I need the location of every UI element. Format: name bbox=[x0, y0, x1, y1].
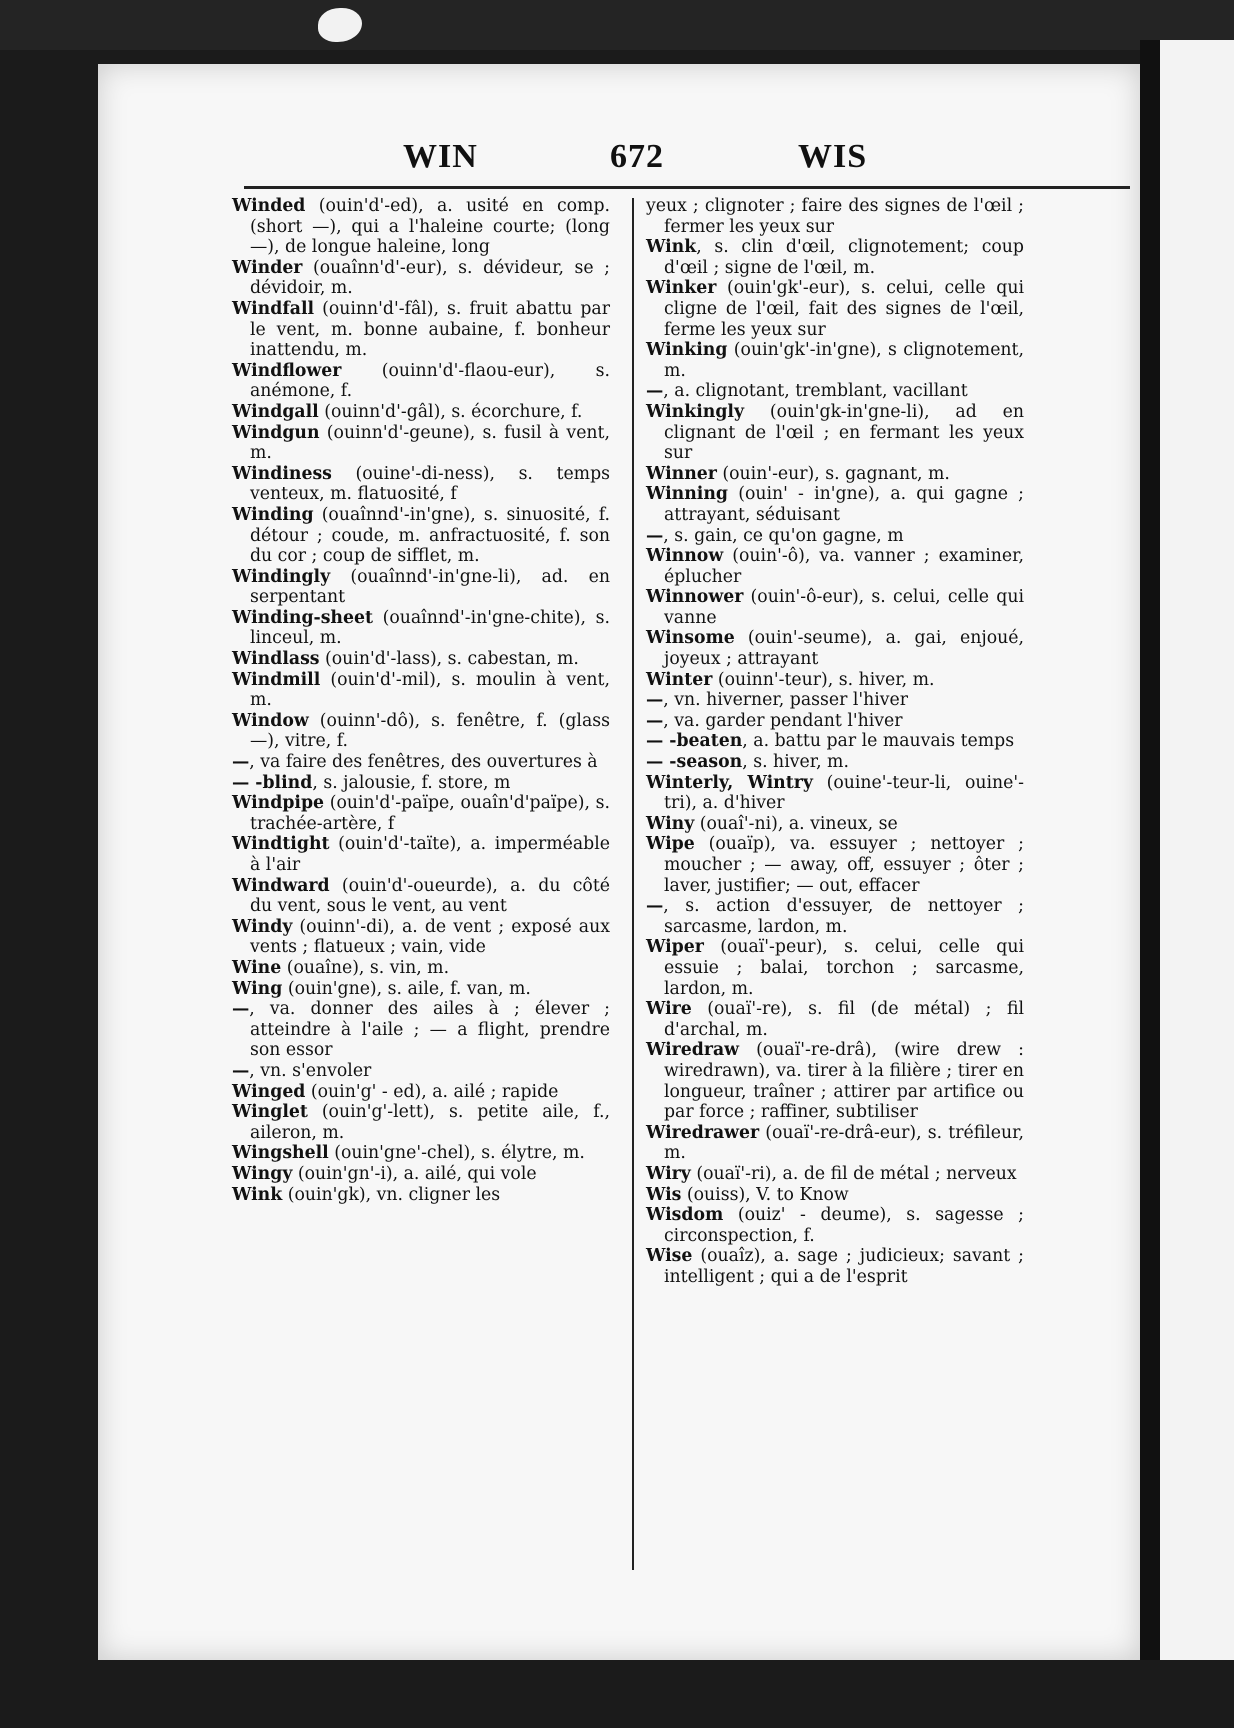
entry-definition: (ouin'-seume), a. gai, enjoué, joyeux ; attrayant bbox=[664, 628, 1024, 670]
dictionary-entry bbox=[232, 1082, 610, 1103]
dictionary-entry bbox=[646, 484, 1024, 525]
entry-headword: Windingly bbox=[232, 566, 331, 587]
entry-headword: — -season bbox=[646, 752, 743, 773]
dictionary-entry bbox=[232, 958, 610, 979]
dictionary-entry bbox=[646, 1040, 1024, 1122]
entry-definition: (ouin'gk'-eur), s. celui, celle qui cligne de l'œil, fait des signes de l'œil, ferme les yeux sur bbox=[664, 278, 1024, 340]
entry-definition: (ouin'd'-lass), s. cabestan, m. bbox=[319, 649, 579, 670]
entry-headword: Windlass bbox=[232, 649, 320, 670]
header-first-word: WIN bbox=[403, 138, 478, 175]
dictionary-entry bbox=[646, 731, 1024, 752]
page-number: 672 bbox=[610, 138, 664, 175]
dictionary-entry bbox=[232, 670, 610, 711]
entry-headword: — bbox=[646, 690, 664, 711]
entry-headword: — bbox=[232, 752, 250, 773]
entry-definition: (ouin'-ô-eur), s. celui, celle qui vanne bbox=[664, 587, 1024, 628]
dictionary-entry bbox=[646, 237, 1024, 278]
entry-headword: Windtight bbox=[232, 834, 330, 855]
entry-definition: , vn. s'envoler bbox=[249, 1060, 372, 1081]
dictionary-entry bbox=[646, 999, 1024, 1040]
entry-definition: , s. gain, ce qu'on gagne, m bbox=[663, 525, 904, 546]
entry-headword: Winking bbox=[646, 340, 728, 361]
entry-headword: Winner bbox=[646, 463, 717, 484]
entry-definition: (ouine'-di-ness), s. temps venteux, m. flatuosité, f bbox=[250, 463, 610, 505]
dictionary-entry bbox=[232, 567, 610, 608]
dictionary-entry bbox=[646, 340, 1024, 381]
dictionary-entry bbox=[646, 546, 1024, 587]
entry-definition: , va. garder pendant l'hiver bbox=[663, 710, 903, 731]
dictionary-entry bbox=[646, 711, 1024, 732]
entry-definition: (ouinn'-teur), s. hiver, m. bbox=[712, 669, 935, 690]
entry-definition: (ouaînnd'-in'gne-chite), s. linceul, m. bbox=[250, 607, 610, 649]
dictionary-entry bbox=[232, 402, 610, 423]
entry-headword: Window bbox=[232, 710, 309, 731]
entry-definition: (ouine'-teur-li, ouine'-tri), a. d'hiver bbox=[664, 772, 1024, 814]
entry-definition: (ouin'd'-ed), a. usité en comp. (short —), qui a l'haleine courte; (long —), de longue haleine, long bbox=[250, 196, 610, 258]
page-gutter bbox=[1140, 40, 1162, 1660]
entry-headword: Wis bbox=[646, 1184, 682, 1205]
entry-headword: — bbox=[646, 896, 664, 917]
dictionary-entry bbox=[646, 690, 1024, 711]
entry-headword: — bbox=[646, 381, 664, 402]
dictionary-entry bbox=[232, 793, 610, 834]
dictionary-entry bbox=[232, 464, 610, 505]
dictionary-entry bbox=[232, 979, 610, 1000]
entry-headword: Windiness bbox=[232, 463, 332, 484]
entry-headword: Wink bbox=[232, 1184, 283, 1205]
entry-headword: Wise bbox=[646, 1246, 693, 1267]
dictionary-entry bbox=[646, 587, 1024, 628]
scan-top-edge bbox=[0, 0, 1234, 50]
entry-definition: (ouaï'-peur), s. celui, celle qui essuie ; balai, torchon ; sarcasme, lardon, m. bbox=[664, 937, 1024, 999]
entry-headword: Winter bbox=[646, 669, 713, 690]
dictionary-entry bbox=[646, 896, 1024, 937]
entry-headword: Winy bbox=[646, 813, 695, 834]
header-rule bbox=[244, 186, 1130, 189]
entry-definition: , vn. hiverner, passer l'hiver bbox=[663, 690, 909, 711]
entry-definition: (ouaïp), va. essuyer ; nettoyer ; moucher ; — away, off, essuyer ; ôter ; laver, justifier; — out, effacer bbox=[664, 834, 1024, 896]
facing-page-edge bbox=[1160, 40, 1234, 1660]
entry-definition: (ouin'd'-mil), s. moulin à vent, m. bbox=[250, 669, 610, 711]
entry-definition: yeux ; clignoter ; faire des signes de l'œil ; fermer les yeux sur bbox=[646, 196, 1024, 237]
dictionary-entry bbox=[232, 608, 610, 649]
entry-headword: Wiry bbox=[646, 1163, 691, 1184]
dictionary-entry bbox=[646, 752, 1024, 773]
entry-definition: (ouinn'd'-geune), s. fusil à vent, m. bbox=[250, 422, 610, 464]
dictionary-entry bbox=[232, 1185, 610, 1206]
entry-headword: — -beaten bbox=[646, 731, 743, 752]
entry-headword: Windpipe bbox=[232, 793, 325, 814]
dictionary-entry bbox=[646, 1123, 1024, 1164]
entry-headword: Wipe bbox=[646, 834, 695, 855]
entry-definition: , a. clignotant, tremblant, vacillant bbox=[663, 381, 968, 402]
entry-definition: (ouaînn'd'-eur), s. dévideur, se ; dévidoir, m. bbox=[250, 257, 610, 299]
entry-headword: Windgun bbox=[232, 422, 320, 443]
entry-definition: (ouaî'-ni), a. vineux, se bbox=[694, 813, 898, 834]
entry-definition: (ouaï'-re-drâ), (wire drew : wiredrawn), va. tirer à la filière ; tirer en longueur, traîner ; attirer par artifice ou par force ; raffiner, subtiliser bbox=[664, 1040, 1024, 1123]
dictionary-entry bbox=[232, 752, 610, 773]
dictionary-entry bbox=[232, 1143, 610, 1164]
entry-definition: (ouiz' - deume), s. sagesse ; circonspection, f. bbox=[664, 1205, 1024, 1246]
entry-headword: Winded bbox=[232, 196, 306, 216]
entry-headword: Windmill bbox=[232, 669, 321, 690]
entry-headword: Wiredrawer bbox=[646, 1122, 760, 1143]
entry-headword: Winged bbox=[232, 1081, 306, 1102]
entry-headword: Winkingly bbox=[646, 401, 745, 422]
entry-definition: (ouinn'-dô), s. fenêtre, f. (glass —), vitre, f. bbox=[250, 710, 610, 752]
entry-definition: (ouin'gne), s. aile, f. van, m. bbox=[282, 978, 531, 999]
entry-definition: (ouin'd'-taïte), a. imperméable à l'air bbox=[250, 834, 610, 875]
dictionary-entry bbox=[232, 917, 610, 958]
entry-definition: (ouaîne), s. vin, m. bbox=[281, 957, 450, 978]
dictionary-entry bbox=[646, 834, 1024, 896]
dictionary-entry bbox=[646, 402, 1024, 464]
dictionary-entry bbox=[232, 258, 610, 299]
entry-headword: Winterly, Wintry bbox=[646, 772, 813, 793]
entry-definition: (ouaï'-re), s. fil (de métal) ; fil d'archal, m. bbox=[664, 999, 1024, 1040]
dictionary-entry bbox=[646, 526, 1024, 547]
dictionary-entry bbox=[232, 711, 610, 752]
dictionary-page bbox=[98, 64, 1140, 1660]
dictionary-entry bbox=[232, 1164, 610, 1185]
dictionary-entry bbox=[646, 278, 1024, 340]
entry-definition: , s. action d'essuyer, de nettoyer ; sarcasme, lardon, m. bbox=[663, 896, 1024, 937]
entry-headword: Windflower bbox=[232, 360, 342, 381]
entry-definition: (ouin'g'-lett), s. petite aile, f., aileron, m. bbox=[250, 1102, 610, 1143]
dictionary-entry bbox=[232, 649, 610, 670]
entry-definition: (ouaînnd'-in'gne-li), ad. en serpentant bbox=[250, 566, 610, 608]
dictionary-entry bbox=[646, 1246, 1024, 1287]
entry-headword: Windy bbox=[232, 916, 293, 937]
entry-definition: , a. battu par le mauvais temps bbox=[742, 731, 1015, 752]
dictionary-entry bbox=[646, 196, 1024, 237]
entry-definition: (ouin'gne'-chel), s. élytre, m. bbox=[328, 1143, 585, 1164]
entry-definition: (ouin'gk'-in'gne), s clignotement, m. bbox=[664, 340, 1024, 381]
entry-definition: (ouaï'-ri), a. de fil de métal ; nerveux bbox=[690, 1163, 1017, 1184]
entry-definition: (ouinn'd'-fâl), s. fruit abattu par le vent, m. bonne aubaine, f. bonheur inattendu, m. bbox=[250, 298, 610, 361]
header-last-word: WIS bbox=[798, 138, 868, 175]
entry-headword: — bbox=[232, 1060, 250, 1081]
entry-headword: Wiredraw bbox=[646, 1040, 740, 1061]
entry-definition: (ouin'-ô), va. vanner ; examiner, éplucher bbox=[664, 546, 1024, 587]
dictionary-entry bbox=[232, 299, 610, 361]
dictionary-entry bbox=[646, 1205, 1024, 1246]
dictionary-entry bbox=[232, 876, 610, 917]
entry-headword: Winder bbox=[232, 257, 303, 278]
left-column bbox=[232, 196, 610, 1205]
dictionary-entry bbox=[232, 423, 610, 464]
entry-definition: (ouaï'-re-drâ-eur), s. tréfileur, m. bbox=[664, 1122, 1024, 1164]
entry-headword: Wisdom bbox=[646, 1205, 724, 1226]
entry-definition: , s. jalousie, f. store, m bbox=[312, 772, 511, 793]
entry-definition: , s. hiver, m. bbox=[742, 752, 849, 773]
dictionary-entry bbox=[646, 1164, 1024, 1185]
entry-definition: (ouin' - in'gne), a. qui gagne ; attrayant, séduisant bbox=[664, 484, 1024, 525]
entry-headword: — bbox=[646, 710, 664, 731]
dictionary-entry bbox=[646, 670, 1024, 691]
dictionary-entry bbox=[232, 361, 610, 402]
dictionary-entry bbox=[646, 464, 1024, 485]
entry-headword: Wine bbox=[232, 957, 282, 978]
entry-headword: Winnower bbox=[646, 587, 744, 608]
running-header bbox=[98, 138, 1140, 188]
entry-headword: Wingshell bbox=[232, 1143, 329, 1164]
entry-headword: — bbox=[646, 525, 664, 546]
entry-headword: Winnow bbox=[646, 546, 724, 567]
entry-headword: Windgall bbox=[232, 401, 319, 422]
entry-headword: Windward bbox=[232, 875, 330, 896]
entry-headword: Wire bbox=[646, 999, 692, 1020]
dictionary-entry bbox=[232, 505, 610, 567]
entry-definition: (ouin'd'-païpe, ouaîn'd'païpe), s. trachée-artère, f bbox=[250, 793, 610, 834]
entry-definition: (ouin'-eur), s. gagnant, m. bbox=[716, 463, 950, 484]
dictionary-entry bbox=[646, 937, 1024, 999]
entry-headword: Windfall bbox=[232, 298, 315, 319]
entry-headword: Winding-sheet bbox=[232, 607, 373, 628]
dictionary-entry bbox=[232, 1102, 610, 1143]
entry-definition: (ouin'gn'-i), a. ailé, qui vole bbox=[292, 1163, 537, 1184]
column-divider bbox=[632, 198, 634, 1570]
entry-definition: (ouinn'-di), a. de vent ; exposé aux vents ; flatueux ; vain, vide bbox=[250, 916, 610, 958]
entry-headword: — -blind bbox=[232, 772, 313, 793]
entry-definition: (ouin'g' - ed), a. ailé ; rapide bbox=[305, 1081, 559, 1102]
dictionary-entry bbox=[232, 999, 610, 1061]
dictionary-entry bbox=[646, 628, 1024, 669]
entry-definition: , s. clin d'œil, clignotement; coup d'œil ; signe de l'œil, m. bbox=[664, 237, 1024, 278]
entry-definition: (ouaîz), a. sage ; judicieux; savant ; intelligent ; qui a de l'esprit bbox=[664, 1246, 1024, 1287]
dictionary-entry bbox=[232, 834, 610, 875]
entry-headword: Winker bbox=[646, 278, 717, 299]
entry-definition: , va. donner des ailes à ; élever ; atteindre à l'aile ; — a flight, prendre son essor bbox=[249, 999, 610, 1061]
entry-headword: Wingy bbox=[232, 1163, 293, 1184]
entry-headword: — bbox=[232, 999, 250, 1020]
entry-definition: (ouinn'd'-flaou-eur), s. anémone, f. bbox=[250, 360, 610, 402]
entry-definition: (ouinn'd'-gâl), s. écorchure, f. bbox=[318, 401, 583, 422]
right-column bbox=[646, 196, 1024, 1287]
dictionary-entry bbox=[232, 773, 610, 794]
dictionary-entry bbox=[232, 196, 610, 258]
entry-headword: Wink bbox=[646, 237, 697, 258]
entry-definition: (ouin'gk), vn. cligner les bbox=[282, 1184, 501, 1205]
entry-definition: (ouaînnd'-in'gne), s. sinuosité, f. détour ; coude, m. anfractuosité, f. son du cor ; coup de sifflet, m. bbox=[250, 504, 610, 567]
entry-headword: Winning bbox=[646, 484, 729, 505]
entry-definition: (ouin'gk-in'gne-li), ad en clignant de l'œil ; en fermant les yeux sur bbox=[664, 401, 1024, 464]
entry-headword: Wiper bbox=[646, 937, 704, 958]
entry-definition: (ouiss), V. to Know bbox=[681, 1184, 849, 1205]
dictionary-entry bbox=[646, 773, 1024, 814]
dictionary-entry bbox=[646, 1185, 1024, 1206]
dictionary-entry bbox=[646, 381, 1024, 402]
entry-headword: Wing bbox=[232, 978, 283, 999]
entry-definition: (ouin'd'-oueurde), a. du côté du vent, sous le vent, au vent bbox=[250, 875, 610, 917]
entry-headword: Winglet bbox=[232, 1102, 308, 1123]
entry-headword: Winding bbox=[232, 504, 314, 525]
dictionary-entry bbox=[232, 1061, 610, 1082]
entry-headword: Winsome bbox=[646, 628, 735, 649]
dictionary-entry bbox=[646, 814, 1024, 835]
entry-definition: , va faire des fenêtres, des ouvertures à bbox=[249, 752, 598, 773]
